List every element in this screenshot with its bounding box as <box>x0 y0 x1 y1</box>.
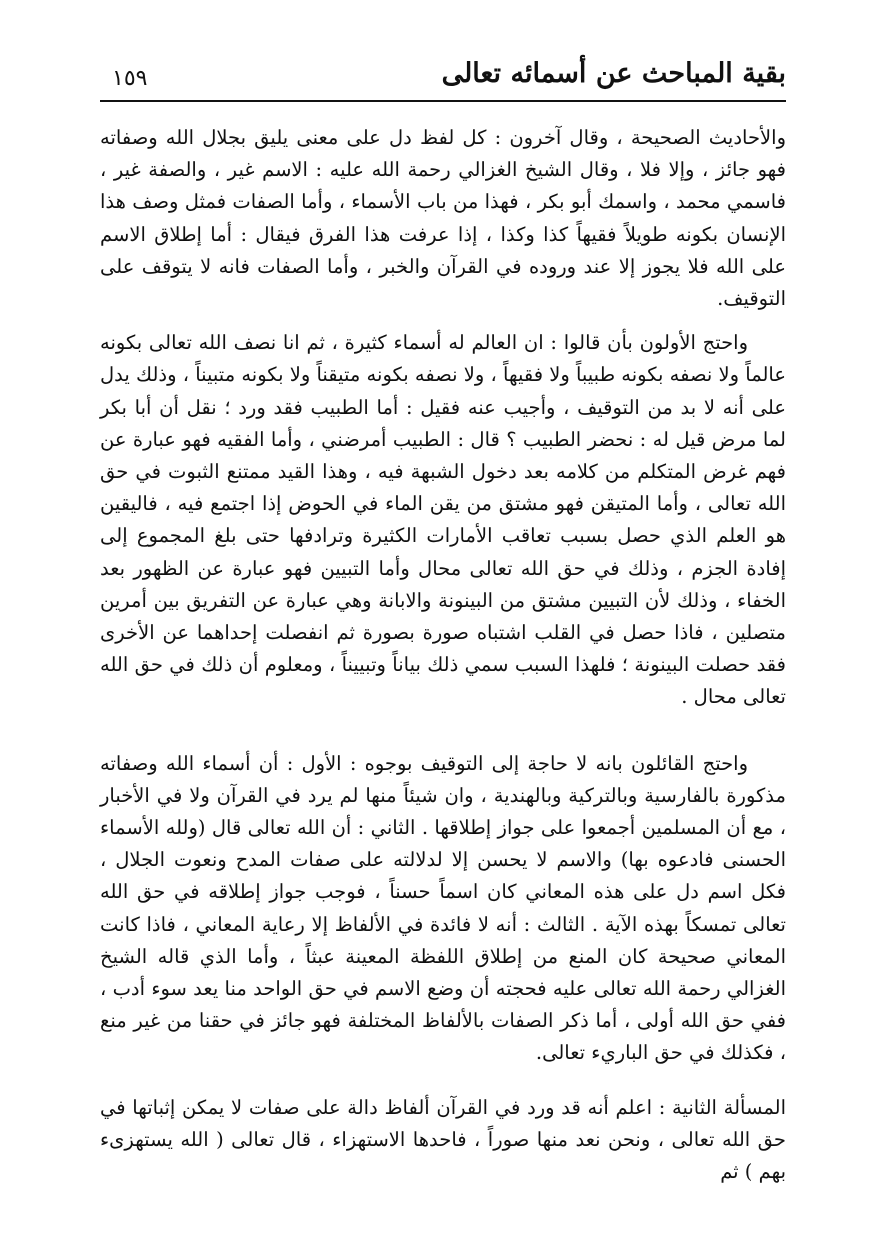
paragraph-4: المسألة الثانية : اعلم أنه قد ورد في القرآن ألفاظ دالة على صفات لا يمكن إثباتها في حق الله تعالى ، ونحن نعد منها صوراً ، فاحدها الاستهزاء ، قال تعالى ( الله يستهزىء بهم ) ثم <box>100 1095 786 1184</box>
paragraph-gap <box>100 1070 786 1092</box>
paragraph-1: والأحاديث الصحيحة ، وقال آخرون : كل لفظ دل على معنى يليق بجلال الله وصفاته فهو جائز ، وإلا فلا ، وقال الشيخ الغزالي رحمة الله عليه : الاسم غير ، والصفة غير ، فاسمي محمد ، واسمك أبو بكر ، فهذا من باب الأسماء ، وأما الصفات فمثل وصف هذا الإنسان بكونه طويلاً فقيهاً كذا وكذا ، إذا عرفت هذا الفرق فيقال : أما إطلاق الاسم على الله فلا يجوز إلا عند وروده في القرآن والخبر ، وأما الصفات فانه لا يتوقف على التوقيف. <box>100 126 786 311</box>
page-number: ١٥٩ <box>112 66 148 91</box>
paragraph-gap <box>100 714 786 748</box>
running-head <box>100 56 786 100</box>
paragraph-3: واحتج القائلون بانه لا حاجة إلى التوقيف بوجوه : الأول : أن أسماء الله وصفاته مذكورة بالفارسية وبالتركية وبالهندية ، وان شيئاً منها لم يرد في القرآن ولا في الأخبار ، مع أن المسلمين أجمعوا على جواز إطلاقها . الثاني : أن الله تعالى قال (ولله الأسماء الحسنى فادعوه بها) والاسم لا يحسن إلا لدلالته على صفات المدح ونعوت الجلال ، فكل اسم دل على هذه المعاني كان اسماً حسناً ، فوجب جواز إطلاقه في حق الله تعالى تمسكاً بهذه الآية . الثالث : أنه لا فائدة في الألفاظ إلا رعاية المعاني ، فاذا كانت المعاني صحيحة كان المنع من إطلاق اللفظة المعينة عبثاً ، وأما الذي قاله الشيخ الغزالي رحمة الله تعالى عليه فحجته أن وضع الاسم في حق الواحد منا يعد سوء أدب ، ففي حق الله أولى ، أما ذكر الصفات بالألفاظ المختلفة فهو جائز في حقنا من غير منع ، فكذلك في حق الباريء تعالى. <box>100 751 786 1065</box>
body-text <box>100 122 786 1188</box>
paragraph-gap <box>100 315 786 327</box>
paragraph-2: واحتج الأولون بأن قالوا : ان العالم له أسماء كثيرة ، ثم انا نصف الله تعالى بكونه عالماً ولا نصفه بكونه طبيباً ولا فقيهاً ، ولا نصفه بكونه متيقناً ولا بكونه متبيناً ، وذلك يدل على أنه لا بد من التوقيف ، وأجيب عنه فقيل : أما الطبيب فقد ورد ؛ نقل أن أبا بكر لما مرض قيل له : نحضر الطبيب ؟ قال : الطبيب أمرضني ، وأما الفقيه فهو عبارة عن فهم غرض المتكلم من كلامه بعد دخول الشبهة فيه ، وهذا القيد ممتنع الثبوت في حق الله تعالى ، وأما المتيقن فهو مشتق من يقن الماء في الحوض إذا اجتمع فيه ، فاليقين هو العلم الذي حصل بسبب تعاقب الأمارات الكثيرة وترادفها حتى بلغ المجموع إلى إفادة الجزم ، وذلك في حق الله تعالى محال وأما التبيين فهو عبارة عن الظهور بعد الخفاء ، وذلك لأن التبيين مشتق من البينونة والابانة وهي عبارة عن التفريق بين أمرين متصلين ، فاذا حصل في القلب اشتباه صورة بصورة ثم انفصلت إحداهما عن الأخرى فقد حصلت البينونة ؛ فلهذا السبب سمي ذلك بياناً وتبييناً ، ومعلوم أن ذلك في حق الله تعالى محال . <box>100 331 786 709</box>
header-rule <box>100 100 786 102</box>
running-title: بقية المباحث عن أسمائه تعالى <box>441 58 786 89</box>
